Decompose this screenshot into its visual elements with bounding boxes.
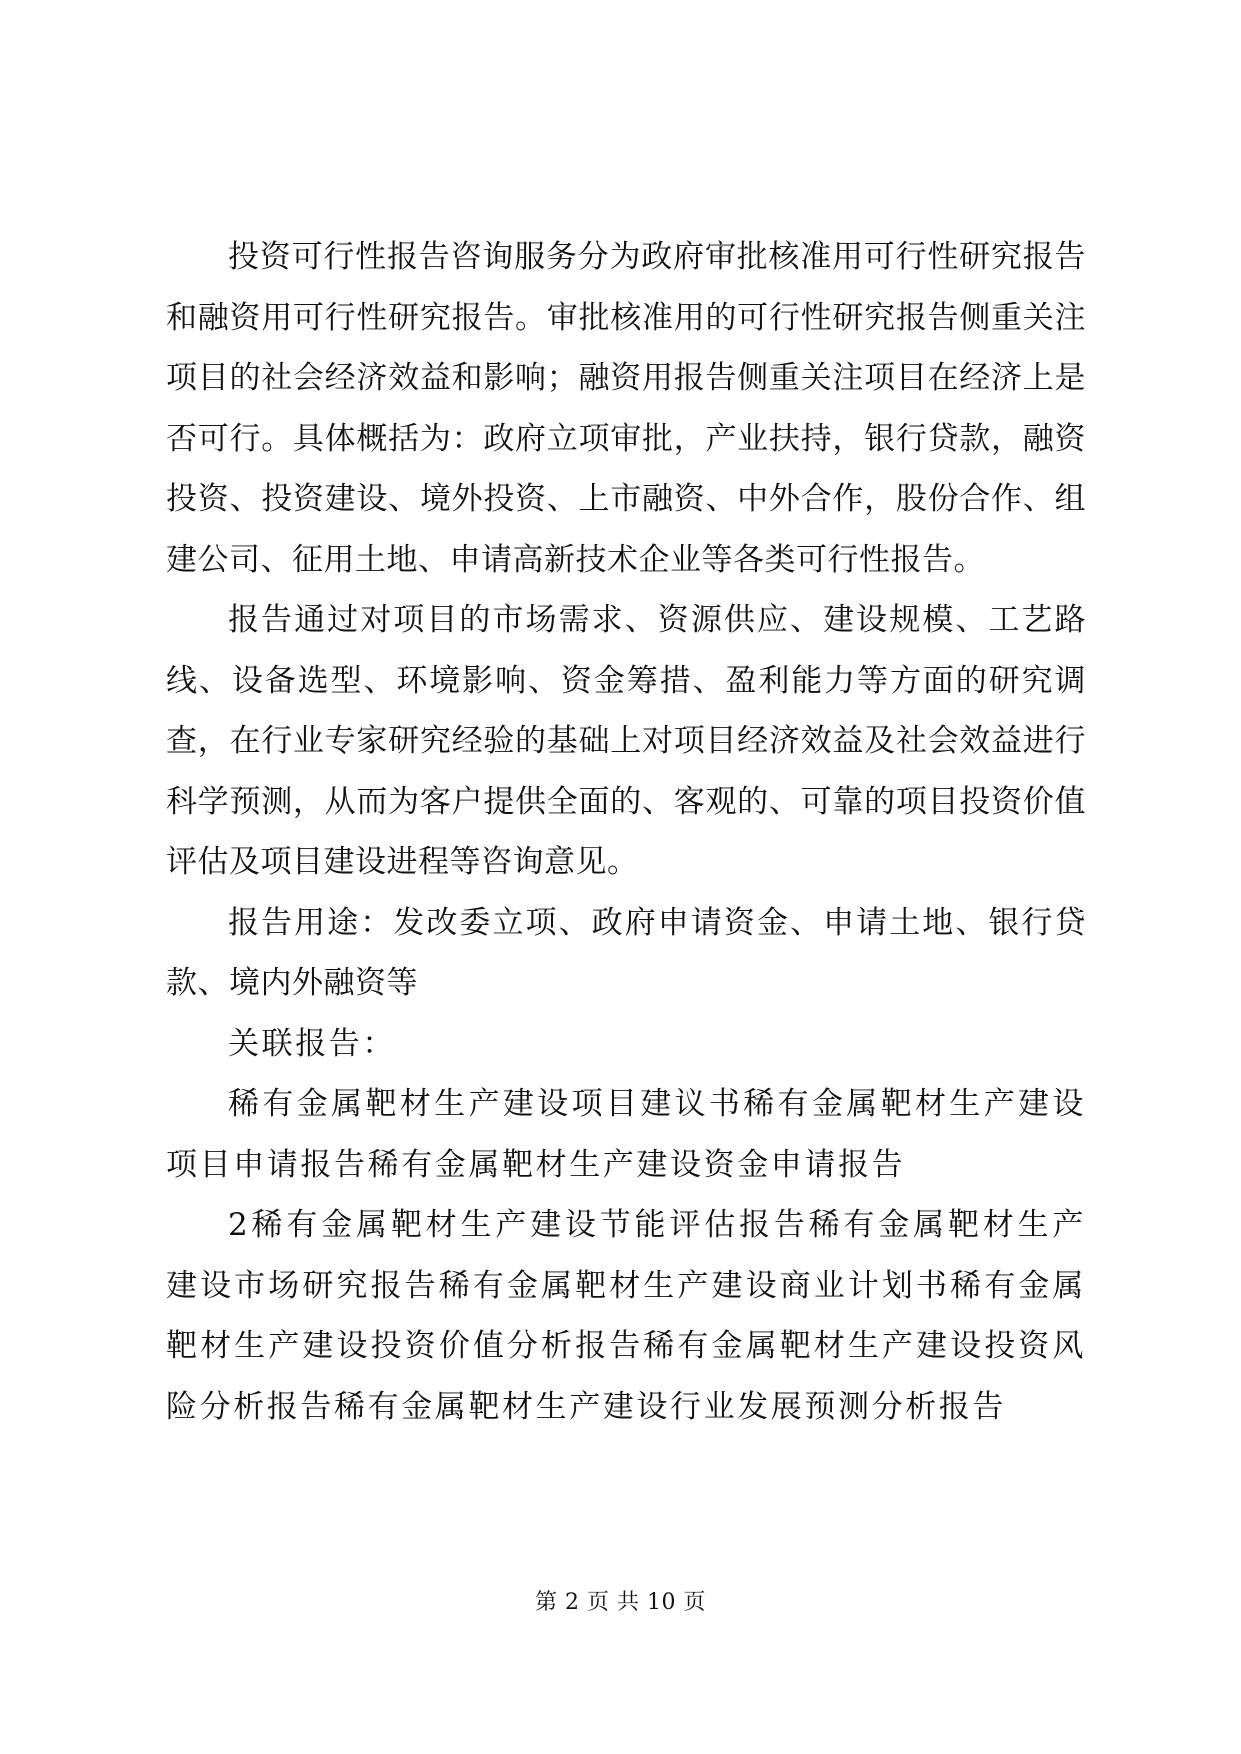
paragraph-related-reports-heading: 关联报告： [228,1025,396,1062]
paragraph-feasibility-services: 投资可行性报告咨询服务分为政府审批核准用可行性研究报告和融资用可行性研究报告。审批核准用的可行性研究报告侧重关注项目的社会经济效益和影响；融资用报告侧重关注项目在经济上是否可行。具体概括为：政府立项审批，产业扶持，银行贷款，融资投资、投资建设、境外投资、上市融资、中外合作，股份合作、组建公司、征用土地、申请高新技术企业等各类可行性报告。 [166,239,1086,578]
paragraph-report-research: 报告通过对项目的市场需求、资源供应、建设规模、工艺路线、设备选型、环境影响、资金筹措、盈利能力等方面的研究调查，在行业专家研究经验的基础上对项目经济效益及社会效益进行科学预测，从而为客户提供全面的、客观的、可靠的项目投资价值评估及项目建设进程等咨询意见。 [166,602,1086,880]
document-body [166,227,1086,1437]
paragraph-related-reports-list-1: 稀有金属靶材生产建设项目建议书稀有金属靶材生产建设项目申请报告稀有金属靶材生产建设资金申请报告 [166,1086,1086,1183]
paragraph-report-usage: 报告用途：发改委立项、政府申请资金、申请土地、银行贷款、境内外融资等 [166,904,1086,1001]
paragraph-related-reports-list-2: 2稀有金属靶材生产建设节能评估报告稀有金属靶材生产建设市场研究报告稀有金属靶材生产建设商业计划书稀有金属靶材生产建设投资价值分析报告稀有金属靶材生产建设投资风险分析报告稀有金属靶材生产建设行业发展预测分析报告 [166,1207,1086,1425]
page-number-footer: 第 2 页 共 10 页 [535,1590,706,1615]
